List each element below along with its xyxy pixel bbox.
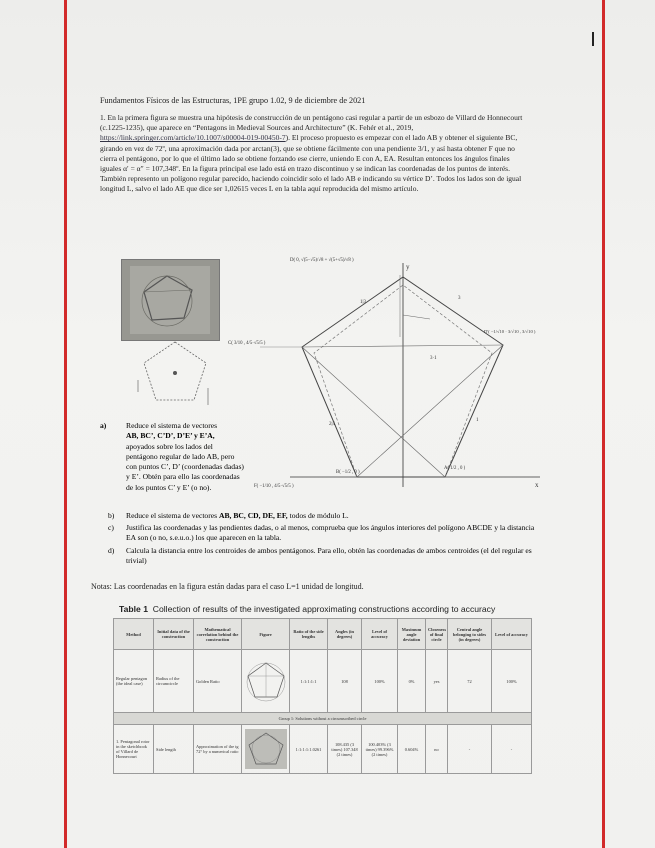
point-c-label: C( 3/10 , 4/5·√5/5 ) [228,341,266,346]
table-header: Level of accuracy [492,619,532,650]
table-cell: - [492,725,532,774]
table-group-row [114,713,532,725]
sketch-photo [121,259,220,341]
x-axis-label: x [535,481,539,489]
villard-pentagon-thumbnail [245,729,287,769]
point-f-label: F( −1/10 , 4/5·√5/5 ) [254,484,294,489]
table-cell: Golden Ratio [194,650,242,713]
table-cell: no [426,725,448,774]
question-a-vectors: AB, BC’, C’D’, D’E’ y E’A, [126,431,215,441]
table-header: Angles (in degrees) [328,619,362,650]
slope-13-label: 1|3 [360,300,367,305]
table-cell: 100% [492,650,532,713]
question-a-text-1: Reduce el sistema de vectores [126,421,218,430]
table-row [114,725,532,774]
slope-24-label: 2|4 [329,422,336,427]
table-cell: 0% [398,650,426,713]
question-d-label: d) [108,546,115,555]
table-title-text: Collection of results of the investigated approximating constructions according to accuracy [152,604,496,614]
table-header: Ratio of the side lengths [290,619,328,650]
diagonal-1 [302,347,445,477]
irregular-pentagon-sides [302,277,503,477]
question-d-text: Calcula la distancia entre los centroides de ambos pentágonos. Para ello, obtén las coordenadas de ambos centroides (el del regular es trivial) [126,546,532,566]
table-cell: Side length [154,725,194,774]
question-c-text: Justifica las coordenadas y las pendientes dadas, o al menos, comprueba que los ángulos interiores del polígono ABCDE y la distancia EA son (o no, s.e.u.o.) los que aparecen en la tabla. [126,523,535,543]
slope-1-label: 1 [476,418,479,423]
question-a [100,421,244,493]
question-b-text-2: todos de módulo L. [289,511,349,520]
table-row [114,650,532,713]
table-cell: - [448,725,492,774]
intro-paragraph [100,113,532,195]
pentagon-construction-figure [228,255,550,497]
sketch-photo-drawing [122,260,219,340]
notes-text: Notas: Las coordenadas en la figura están dadas para el caso L=1 unidad de longitud. [91,582,364,591]
point-b-label: B( −1/2 , 0 ) [336,470,360,475]
question-a-text-2: apoyados sobre los lados del pentágono regular de lado AB, pero con puntos C’, D’ (coordenadas dadas) y E’. Obtén para ello las coordenadas de los puntos C’ y E’ (o no). [126,441,244,492]
angle-label: 3·1 [430,356,437,361]
table-cell: Approximation of the tg 72° by a numerical ratio [194,725,242,774]
page-mark [592,32,594,46]
point-dprime-label: D'( −1/√10 · 3/√10 , 3/√10 ) [484,329,536,334]
question-b-vectors: AB, BC, CD, DE, EF, [219,511,288,520]
table-header: Initial data of the construction [154,619,194,650]
table-figure-cell [242,650,290,713]
point-d-label: D( 0, √(5−√5)/√8 + √(5+√5)/√8 ) [290,258,354,263]
question-b-label: b) [108,511,115,520]
diagonal-2 [357,345,503,477]
question-a-label: a) [100,421,107,430]
intro-text-2: ). El proceso propuesto es empezar con el lado AB y obtener el siguiente BC, girando en vez de 72º, una aproximación dada por arctan(3), que se obtiene fácilmente con una pendiente 3/1, y así hasta obtener F que no cierra el pentágono, por lo que el último lado se obtiene forzando ese cierre, uniendo E con A, EA. Resultan entonces los ángulos finales iguales α′ = α″ = 107,348º. En la figura principal ese lado está en trazo discontinuo y se indican las coordenadas de los puntos de interés. También represento un polígono regular parecido, haciendo coincidir solo el lado AB e indicando su vértice D’. Todos los lados son de igual longitud L, salvo el lado AE que dice ser 1,02615 veces L en la tabla aquí reproducida del mismo artículo. [100,133,522,194]
table-cell: 100.403% (3 times) 99.396% (2 times) [362,725,398,774]
question-b [108,511,538,521]
question-c-label: c) [108,523,114,532]
slope-3-label: 3 [458,296,461,301]
table-cell: Regular pentagon (the ideal case) [114,650,154,713]
table-cell: Radius of the circumcircle [154,650,194,713]
article-link[interactable]: https://link.springer.com/article/10.1007/s00004-019-00450-7 [100,133,286,143]
table-cell: 1:1:1:1:1.0261 [290,725,328,774]
table-header-row [114,619,532,650]
question-a-text [126,421,244,493]
y-axis-label: y [406,263,410,271]
table-header: Closeness of final circle [426,619,448,650]
table-title-number: Table 1 [119,604,148,614]
point-a-label: A( 1/2 , 0 ) [444,466,466,471]
question-d [108,546,538,567]
table-header: Maximum angle deviation [398,619,426,650]
question-b-text [126,511,538,521]
table-group-label: Group 1: Solutions without a circumscribed circle [114,713,532,725]
table-cell: 1. Pentagonal rotor in the sketchbook of Villard de Honnecourt [114,725,154,774]
table-header: Mathematical correlation behind the construction [194,619,242,650]
table-cell: yes [426,650,448,713]
question-c [108,523,538,544]
document-heading: Fundamentos Físicos de las Estructuras, 1PE grupo 1.02, 9 de diciembre de 2021 [100,96,366,105]
table-header: Central angle belonging to sides (in degrees) [448,619,492,650]
table-figure-cell [242,725,290,774]
regular-pentagon-thumbnail [245,659,287,703]
table-cell: 72 [448,650,492,713]
table-cell: 108.435 (3 times) 107.348 (2 times) [328,725,362,774]
table-cell: 1:1:1:1:1 [290,650,328,713]
regular-pentagon-sketch [128,330,223,420]
question-b-text-1: Reduce el sistema de vectores [126,511,218,520]
table-title [119,604,495,614]
table-cell: 100% [362,650,398,713]
results-table [113,618,532,774]
table-header: Level of accuracy [362,619,398,650]
arrow-mark [403,315,430,319]
right-margin-line [602,0,605,848]
table-header: Method [114,619,154,650]
horizontal-ce [302,345,503,347]
intro-text-1: 1. En la primera figura se muestra una hipótesis de construcción de un pentágono casi regular a partir de un esbozo de Villard de Honnecourt (c.1225-1235), que aparece en “Pentagons in Medieval Sources and Architecture” (K. Fehér et al., 2019, [100,113,523,133]
table-header: Figure [242,619,290,650]
table-cell: 0.604% [398,725,426,774]
left-margin-line [64,0,67,848]
table-cell: 108 [328,650,362,713]
